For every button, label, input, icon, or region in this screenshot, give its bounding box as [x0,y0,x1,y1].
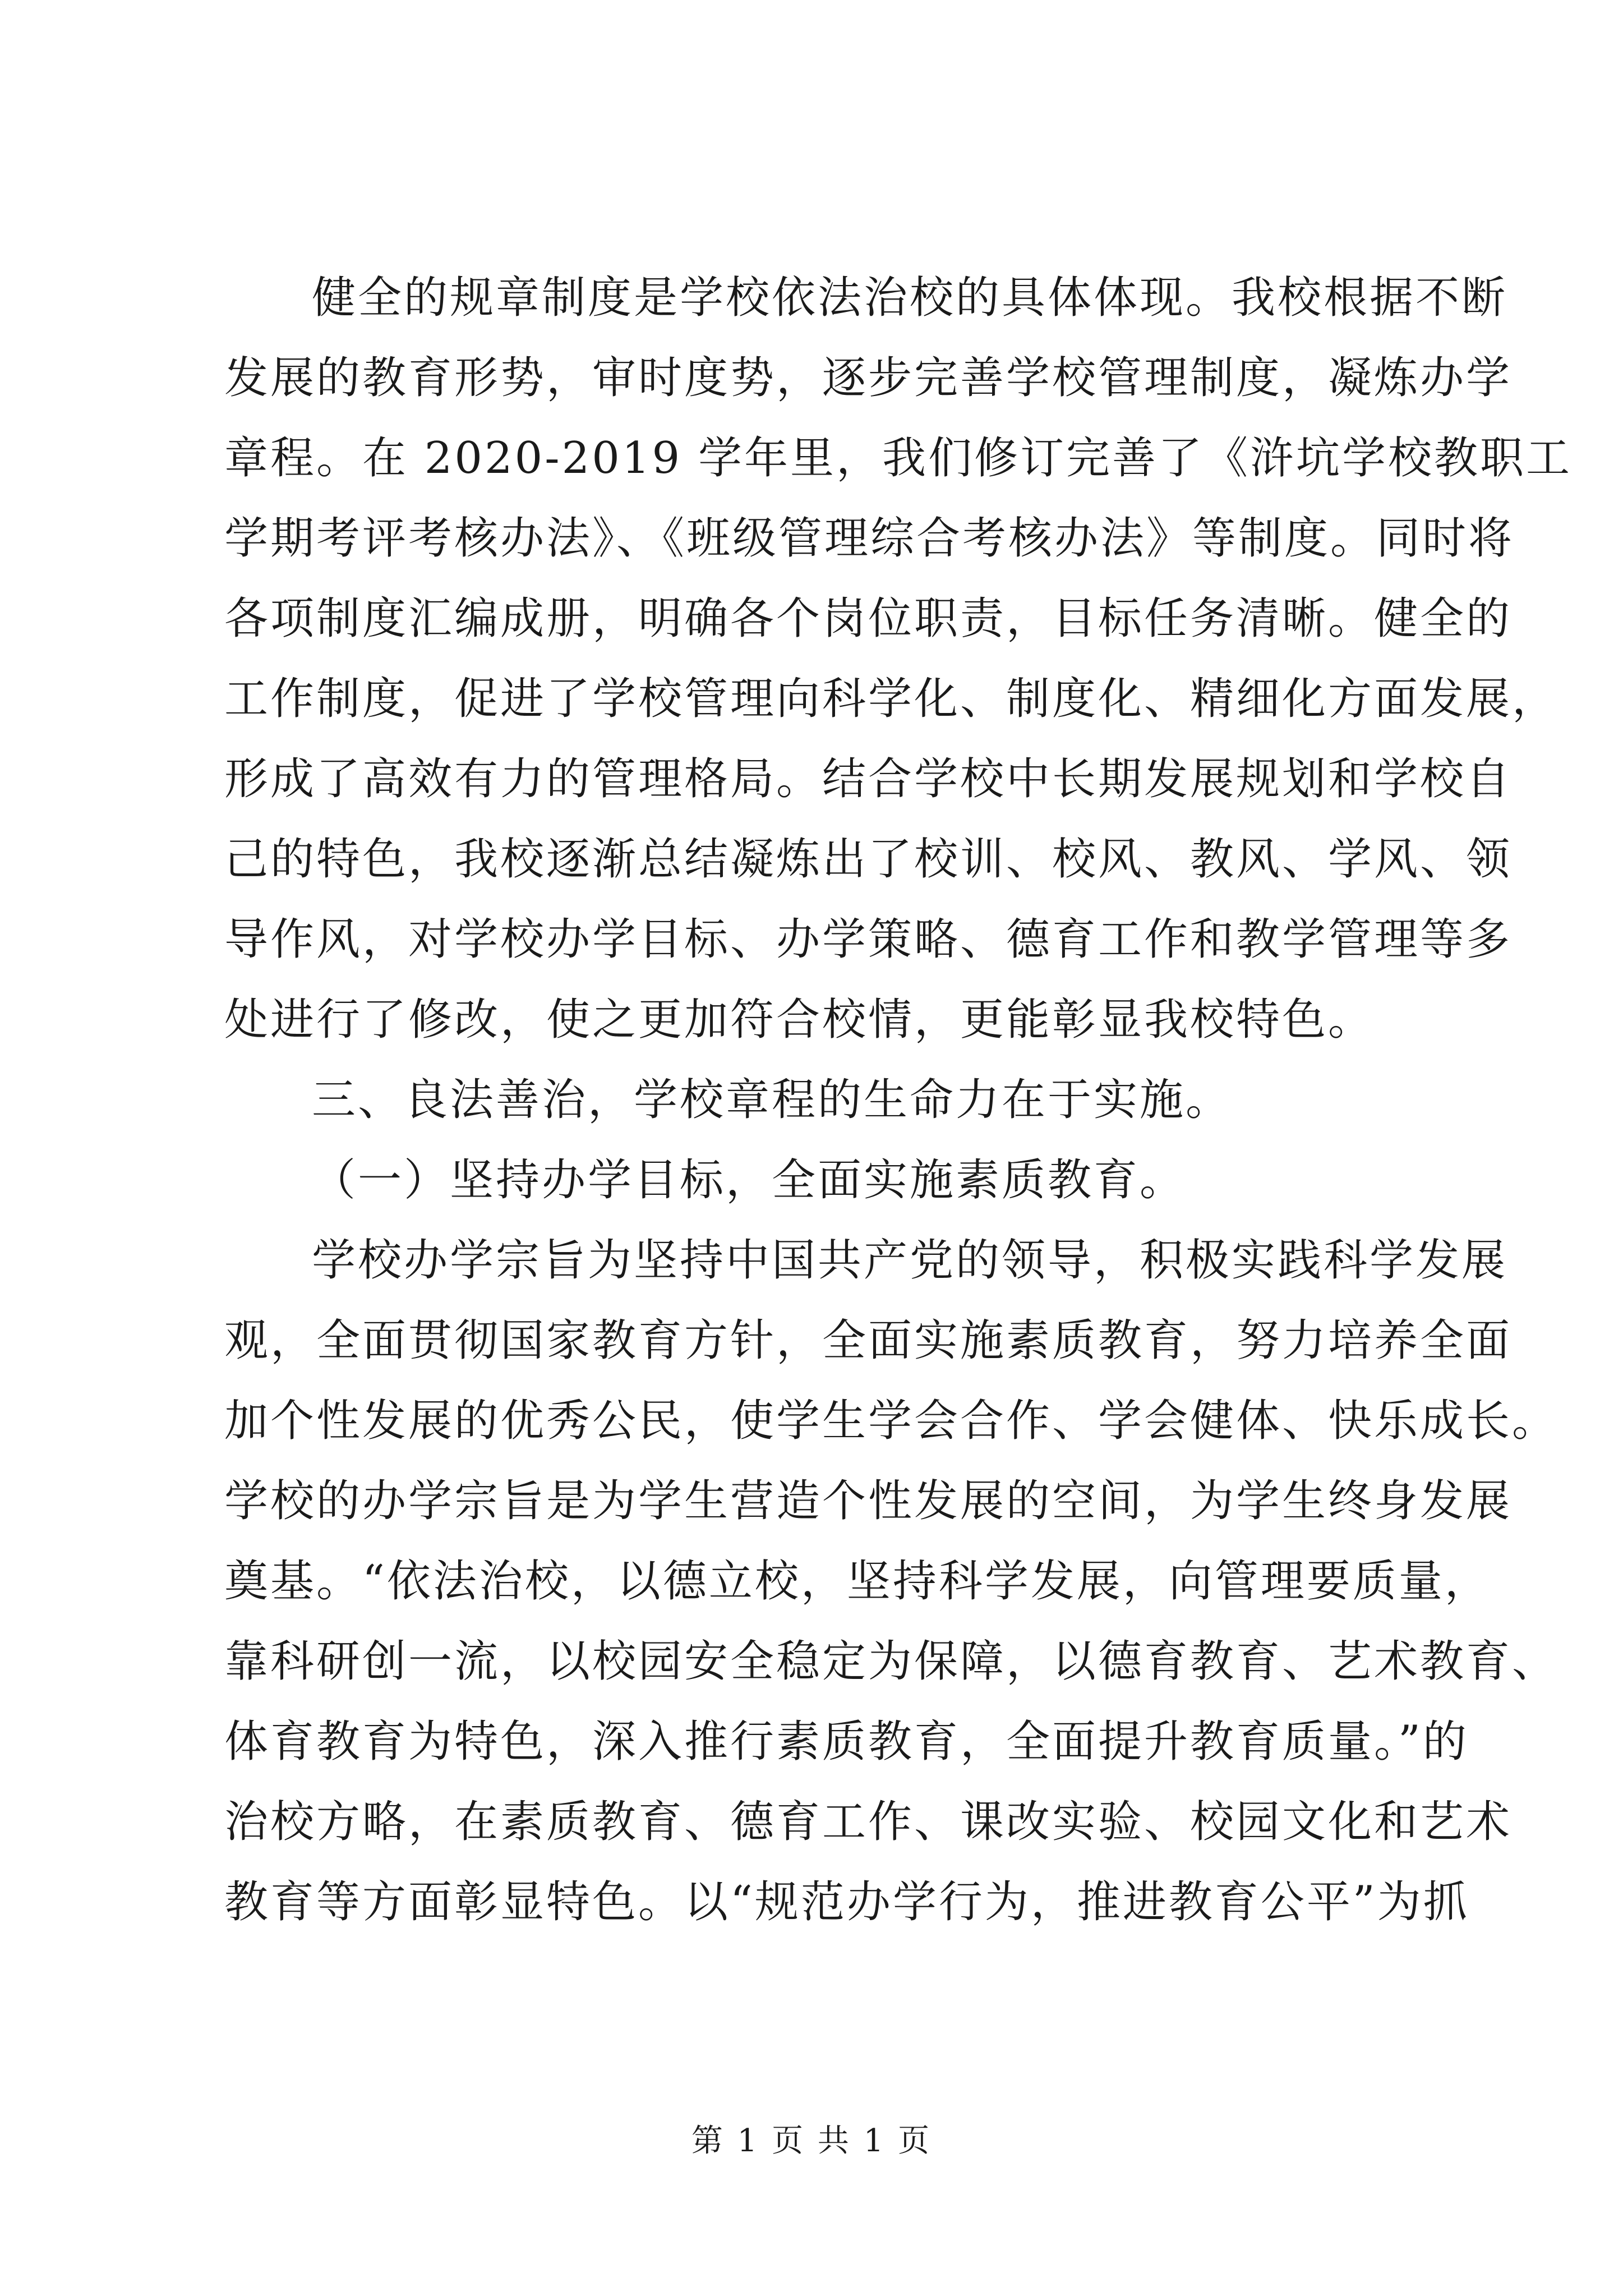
paragraph-line: 各项制度汇编成册，明确各个岗位职责，目标任务清晰。健全的 [224,593,1513,644]
paragraph-line: 工作制度，促进了学校管理向科学化、制度化、精细化方面发展， [224,674,1559,724]
paragraph-line: 治校方略，在素质教育、德育工作、课改实验、校园文化和艺术 [224,1797,1513,1847]
paragraph-line: 加个性发展的优秀公民，使学生学会合作、学会健体、快乐成长。 [224,1396,1559,1446]
paragraph-line: 观，全面贯彻国家教育方针，全面实施素质教育，努力培养全面 [224,1315,1513,1366]
paragraph-line: 奠基。“依法治校，以德立校，坚持科学发展，向管理要质量， [224,1556,1491,1607]
paragraph-line: 健全的规章制度是学校依法治校的具体体现。我校根据不断 [312,273,1508,323]
document-body [224,258,1572,1943]
section-heading: 三、良法善治，学校章程的生命力在于实施。 [312,1075,1232,1125]
subsection-heading: （一）坚持办学目标，全面实施素质教育。 [312,1155,1186,1205]
paragraph-line: 学校办学宗旨为坚持中国共产党的领导，积极实践科学发展 [312,1235,1508,1286]
paragraph-line: 处进行了修改，使之更加符合校情，更能彰显我校特色。 [224,995,1375,1045]
paragraph-line: 己的特色，我校逐渐总结凝炼出了校训、校风、教风、学风、领 [224,834,1513,885]
paragraph-line: 学期考评考核办法》、《班级管理综合考核办法》等制度。同时将 [224,513,1515,564]
paragraph-line: 体育教育为特色，深入推行素质教育，全面提升教育质量。”的 [224,1717,1469,1767]
paragraph-line: 导作风，对学校办学目标、办学策略、德育工作和教学管理等多 [224,914,1513,965]
paragraph-line: 发展的教育形势，审时度势，逐步完善学校管理制度，凝炼办学 [224,353,1513,403]
page-footer: 第 1 页 共 1 页 [691,2123,932,2159]
paragraph-line: 教育等方面彰显特色。以“规范办学行为，推进教育公平”为抓 [224,1877,1469,1927]
paragraph-line: 学校的办学宗旨是为学生营造个性发展的空间，为学生终身发展 [224,1476,1513,1526]
paragraph-line: 章程。在 2020-2019 学年里，我们修订完善了《浒坑学校教职工 [224,433,1572,484]
paragraph-line: 靠科研创一流，以校园安全稳定为保障，以德育教育、艺术教育、 [224,1636,1559,1687]
paragraph-line: 形成了高效有力的管理格局。结合学校中长期发展规划和学校自 [224,754,1513,804]
